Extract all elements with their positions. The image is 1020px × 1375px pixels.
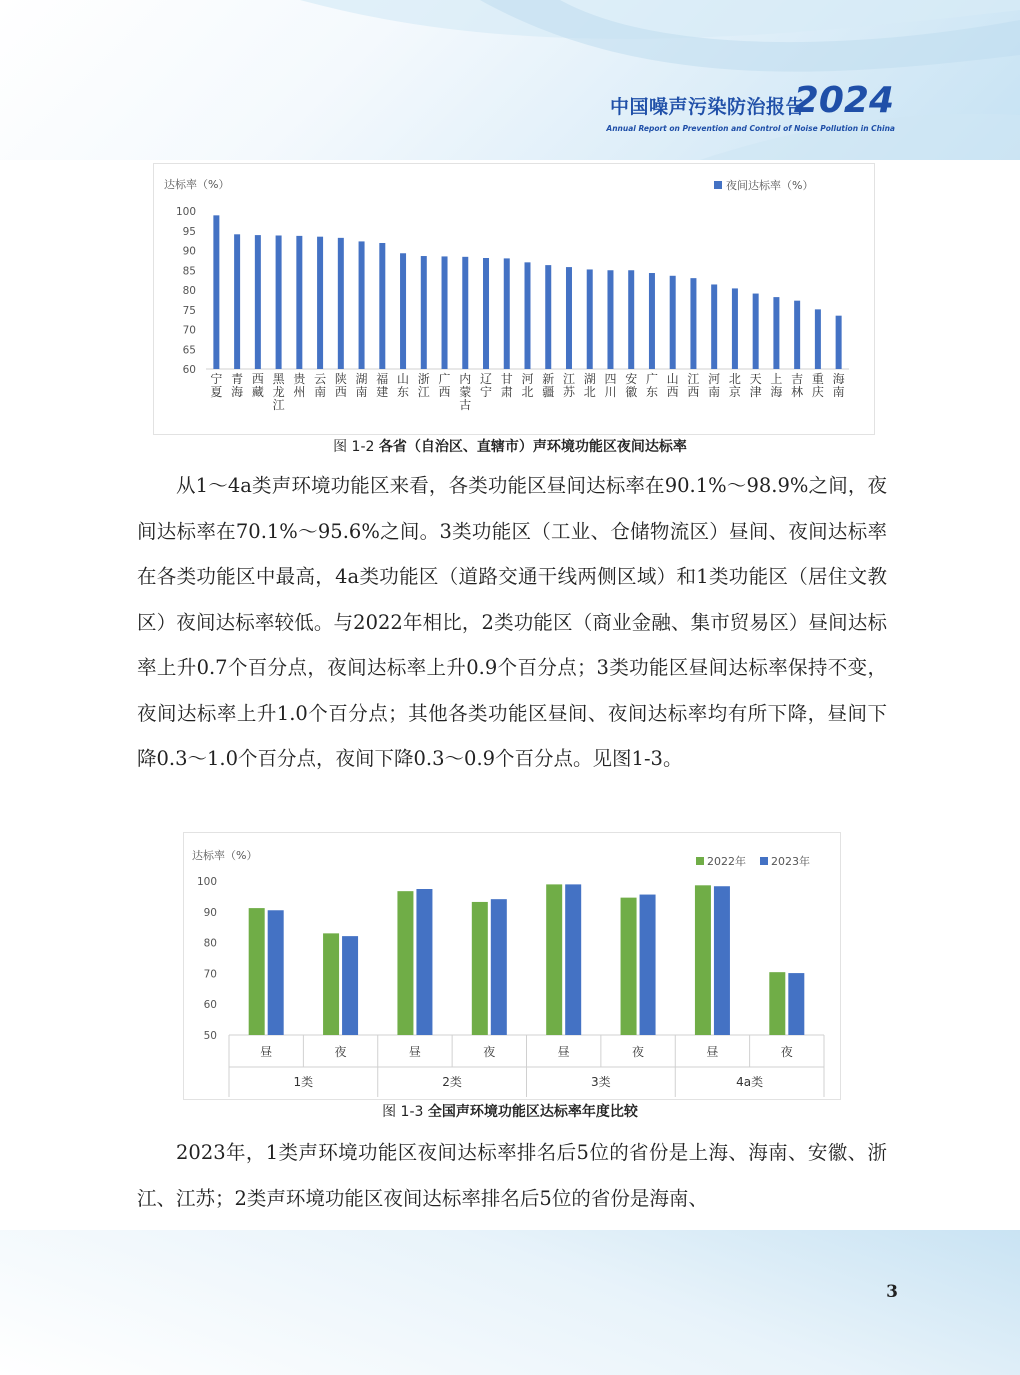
chart1-bar-28 — [794, 301, 800, 369]
chart1-xtick-23: 江西 — [687, 372, 700, 399]
chart2-xtick-3: 夜 — [483, 1045, 496, 1059]
chart2-ytick-90: 90 — [203, 906, 217, 919]
chart1-ytick-90: 90 — [182, 245, 196, 258]
chart1-ytick-75: 75 — [182, 304, 196, 317]
chart1-bar-17 — [566, 267, 572, 369]
chart1-ylabel: 达标率（%） — [164, 178, 230, 191]
chart1-xtick-19: 四川 — [604, 372, 617, 399]
chart1-xtick-16: 新疆 — [542, 372, 555, 399]
footer-background — [0, 1230, 1020, 1375]
chart2-bar-0-0 — [249, 908, 265, 1035]
chart1-ytick-95: 95 — [182, 225, 196, 238]
chart1-bar-27 — [773, 297, 779, 369]
chart1-xtick-22: 山西 — [666, 372, 679, 399]
figure-1-3-caption-text: 全国声环境功能区达标率年度比较 — [427, 1104, 638, 1120]
chart1-bar-19 — [607, 270, 613, 369]
chart1-bar-6 — [338, 238, 344, 369]
chart1-xtick-26: 天津 — [749, 372, 762, 399]
chart1-xtick-25: 北京 — [728, 372, 741, 399]
chart2-bar-1-3 — [491, 899, 507, 1035]
body-paragraph-1: 从1～4a类声环境功能区来看，各类功能区昼间达标率在90.1%～98.9%之间，夜间达标率在70.1%～95.6%之间。3类功能区（工业、仓储物流区）昼间、夜间达标率在各类功能区中最高，4a类功能区（道路交通干线两侧区域）和1类功能区（居住文教区）夜间达标率较低。与2022年相比，2类功能区（商业金融、集市贸易区）昼间达标率上升0.7个百分点，夜间达标率上升0.9个百分点；3类功能区昼间达标率保持不变，夜间达标率上升1.0个百分点；其他各类功能区昼间、夜间达标率均有所下降，昼间下降0.3～1.0个百分点，夜间下降0.3～0.9个百分点。见图1-3。 — [137, 474, 887, 770]
chart1-xtick-13: 辽宁 — [480, 372, 493, 399]
chart2-ytick-70: 70 — [203, 968, 217, 981]
chart2-ytick-100: 100 — [196, 876, 217, 888]
chart1-xtick-10: 浙江 — [417, 372, 430, 399]
chart1-xtick-9: 山东 — [397, 372, 410, 399]
chart1-bar-5 — [317, 237, 323, 369]
page-number: 3 — [886, 1282, 898, 1302]
chart2-legend-label-1: 2023年 — [771, 855, 810, 868]
chart1-bar-24 — [711, 284, 717, 369]
chart1-bar-12 — [462, 257, 468, 369]
chart2-bar-0-5 — [621, 898, 637, 1035]
chart1-bar-8 — [379, 243, 385, 369]
chart1-xtick-1: 青海 — [231, 372, 244, 399]
chart1-bar-1 — [234, 234, 240, 369]
chart2-xtick-5: 夜 — [632, 1045, 645, 1059]
report-subtitle: Annual Report on Prevention and Control of Noise Pollution in China — [606, 124, 895, 133]
chart2-group-label-3: 4a类 — [736, 1075, 764, 1089]
chart1-ytick-85: 85 — [182, 265, 196, 278]
chart1-bar-14 — [504, 258, 510, 369]
chart2-legend-swatch-0 — [696, 857, 704, 865]
chart1-ytick-60: 60 — [182, 364, 196, 376]
chart2-group-label-1: 2类 — [442, 1075, 462, 1089]
chart2-bar-0-3 — [472, 902, 488, 1035]
chart1-bar-7 — [359, 241, 365, 369]
chart1-ytick-100: 100 — [175, 206, 196, 218]
chart1-bar-16 — [545, 265, 551, 369]
chart1-xtick-4: 贵州 — [293, 372, 306, 399]
body-paragraph-2: 2023年，1类声环境功能区夜间达标率排名后5位的省份是上海、海南、安徽、浙江、江苏；2类声环境功能区夜间达标率排名后5位的省份是海南、 — [137, 1141, 887, 1210]
chart1-bar-10 — [421, 256, 427, 369]
chart1-xtick-0: 宁夏 — [210, 372, 223, 399]
chart2-legend-label-0: 2022年 — [707, 855, 746, 868]
chart2-bar-1-5 — [640, 895, 656, 1035]
chart1-xtick-7: 湖南 — [355, 372, 368, 399]
chart2-xtick-0: 昼 — [260, 1045, 273, 1059]
chart1-bar-2 — [255, 235, 261, 369]
chart1-ytick-65: 65 — [182, 344, 196, 357]
chart1-xtick-3: 黑龙江 — [272, 372, 285, 412]
chart1-bar-20 — [628, 270, 634, 369]
chart1-xtick-28: 吉林 — [791, 372, 804, 399]
chart1-xtick-17: 江苏 — [562, 372, 575, 399]
chart2-bar-0-2 — [397, 891, 413, 1035]
report-title: 中国噪声污染防治报告 — [609, 96, 805, 118]
chart2-bar-0-6 — [695, 885, 711, 1035]
chart1-bar-30 — [836, 316, 842, 369]
chart1-bar-22 — [670, 276, 676, 369]
chart2-bar-1-0 — [268, 910, 284, 1035]
chart1-legend-swatch — [714, 181, 722, 189]
chart2-legend-swatch-1 — [760, 857, 768, 865]
chart1-bar-3 — [276, 235, 282, 369]
chart2-ylabel: 达标率（%） — [192, 849, 258, 862]
chart1-bar-29 — [815, 309, 821, 369]
chart1-bar-9 — [400, 253, 406, 369]
chart2-xtick-7: 夜 — [780, 1045, 793, 1059]
chart2-bar-1-2 — [416, 889, 432, 1035]
chart2-bar-0-1 — [323, 933, 339, 1035]
chart1-xtick-29: 重庆 — [811, 372, 824, 399]
figure-1-2-caption-text: 各省（自治区、直辖市）声环境功能区夜间达标率 — [378, 439, 687, 455]
chart1-xtick-21: 广东 — [645, 372, 658, 399]
figure-1-2-chart — [153, 163, 875, 435]
chart1-xtick-14: 甘肃 — [500, 372, 513, 399]
chart1-bar-25 — [732, 288, 738, 369]
chart1-bar-11 — [442, 256, 448, 369]
chart2-bar-1-6 — [714, 886, 730, 1035]
chart2-bar-0-7 — [769, 972, 785, 1035]
chart1-xtick-6: 陕西 — [334, 372, 347, 399]
chart1-xtick-5: 云南 — [314, 372, 327, 399]
chart1-ytick-70: 70 — [182, 324, 196, 337]
chart2-xtick-1: 夜 — [334, 1045, 347, 1059]
chart1-bar-15 — [525, 262, 531, 369]
chart1-bar-4 — [296, 236, 302, 369]
chart1-xtick-11: 广西 — [438, 372, 451, 399]
figure-1-3-chart — [183, 832, 841, 1100]
chart1-bar-23 — [690, 278, 696, 369]
figure-1-3-caption — [0, 1101, 1020, 1121]
figure-1-3-caption-number: 图 1-3 — [382, 1104, 424, 1120]
figure-1-2-caption — [0, 436, 1020, 456]
chart2-ytick-50: 50 — [203, 1030, 217, 1042]
chart1-bar-21 — [649, 273, 655, 369]
chart2-xtick-2: 昼 — [408, 1045, 421, 1059]
figure-1-2-caption-number: 图 1-2 — [333, 439, 375, 455]
chart1-ytick-80: 80 — [182, 285, 196, 297]
chart1-legend-label: 夜间达标率（%） — [726, 179, 814, 192]
chart2-ytick-60: 60 — [203, 999, 217, 1012]
chart2-group-label-0: 1类 — [293, 1075, 314, 1089]
chart1-bar-13 — [483, 258, 489, 369]
report-year: 2024 — [793, 80, 894, 121]
chart1-bar-0 — [213, 215, 219, 369]
chart1-bar-26 — [753, 294, 759, 369]
chart1-xtick-8: 福建 — [376, 372, 389, 399]
chart2-bar-0-4 — [546, 884, 562, 1035]
chart1-xtick-30: 海南 — [832, 372, 845, 399]
chart1-xtick-2: 西藏 — [251, 372, 264, 399]
chart2-xtick-4: 昼 — [557, 1045, 570, 1059]
chart1-xtick-18: 湖北 — [583, 372, 596, 399]
chart2-bar-1-4 — [565, 884, 581, 1035]
night-compliance-bar-chart — [154, 164, 874, 434]
chart1-xtick-24: 河南 — [708, 372, 721, 399]
chart2-xtick-6: 昼 — [706, 1045, 719, 1059]
chart1-xtick-27: 上海 — [770, 372, 783, 399]
chart1-xtick-15: 河北 — [521, 372, 534, 399]
chart2-bar-1-1 — [342, 936, 358, 1035]
annual-compliance-comparison-chart — [184, 833, 840, 1099]
chart2-group-label-2: 3类 — [591, 1075, 611, 1089]
chart1-bar-18 — [587, 269, 593, 369]
chart2-ytick-80: 80 — [203, 937, 217, 950]
chart1-xtick-12: 内蒙古 — [459, 372, 472, 412]
chart2-bar-1-7 — [788, 973, 804, 1035]
chart1-xtick-20: 安徽 — [625, 372, 638, 399]
